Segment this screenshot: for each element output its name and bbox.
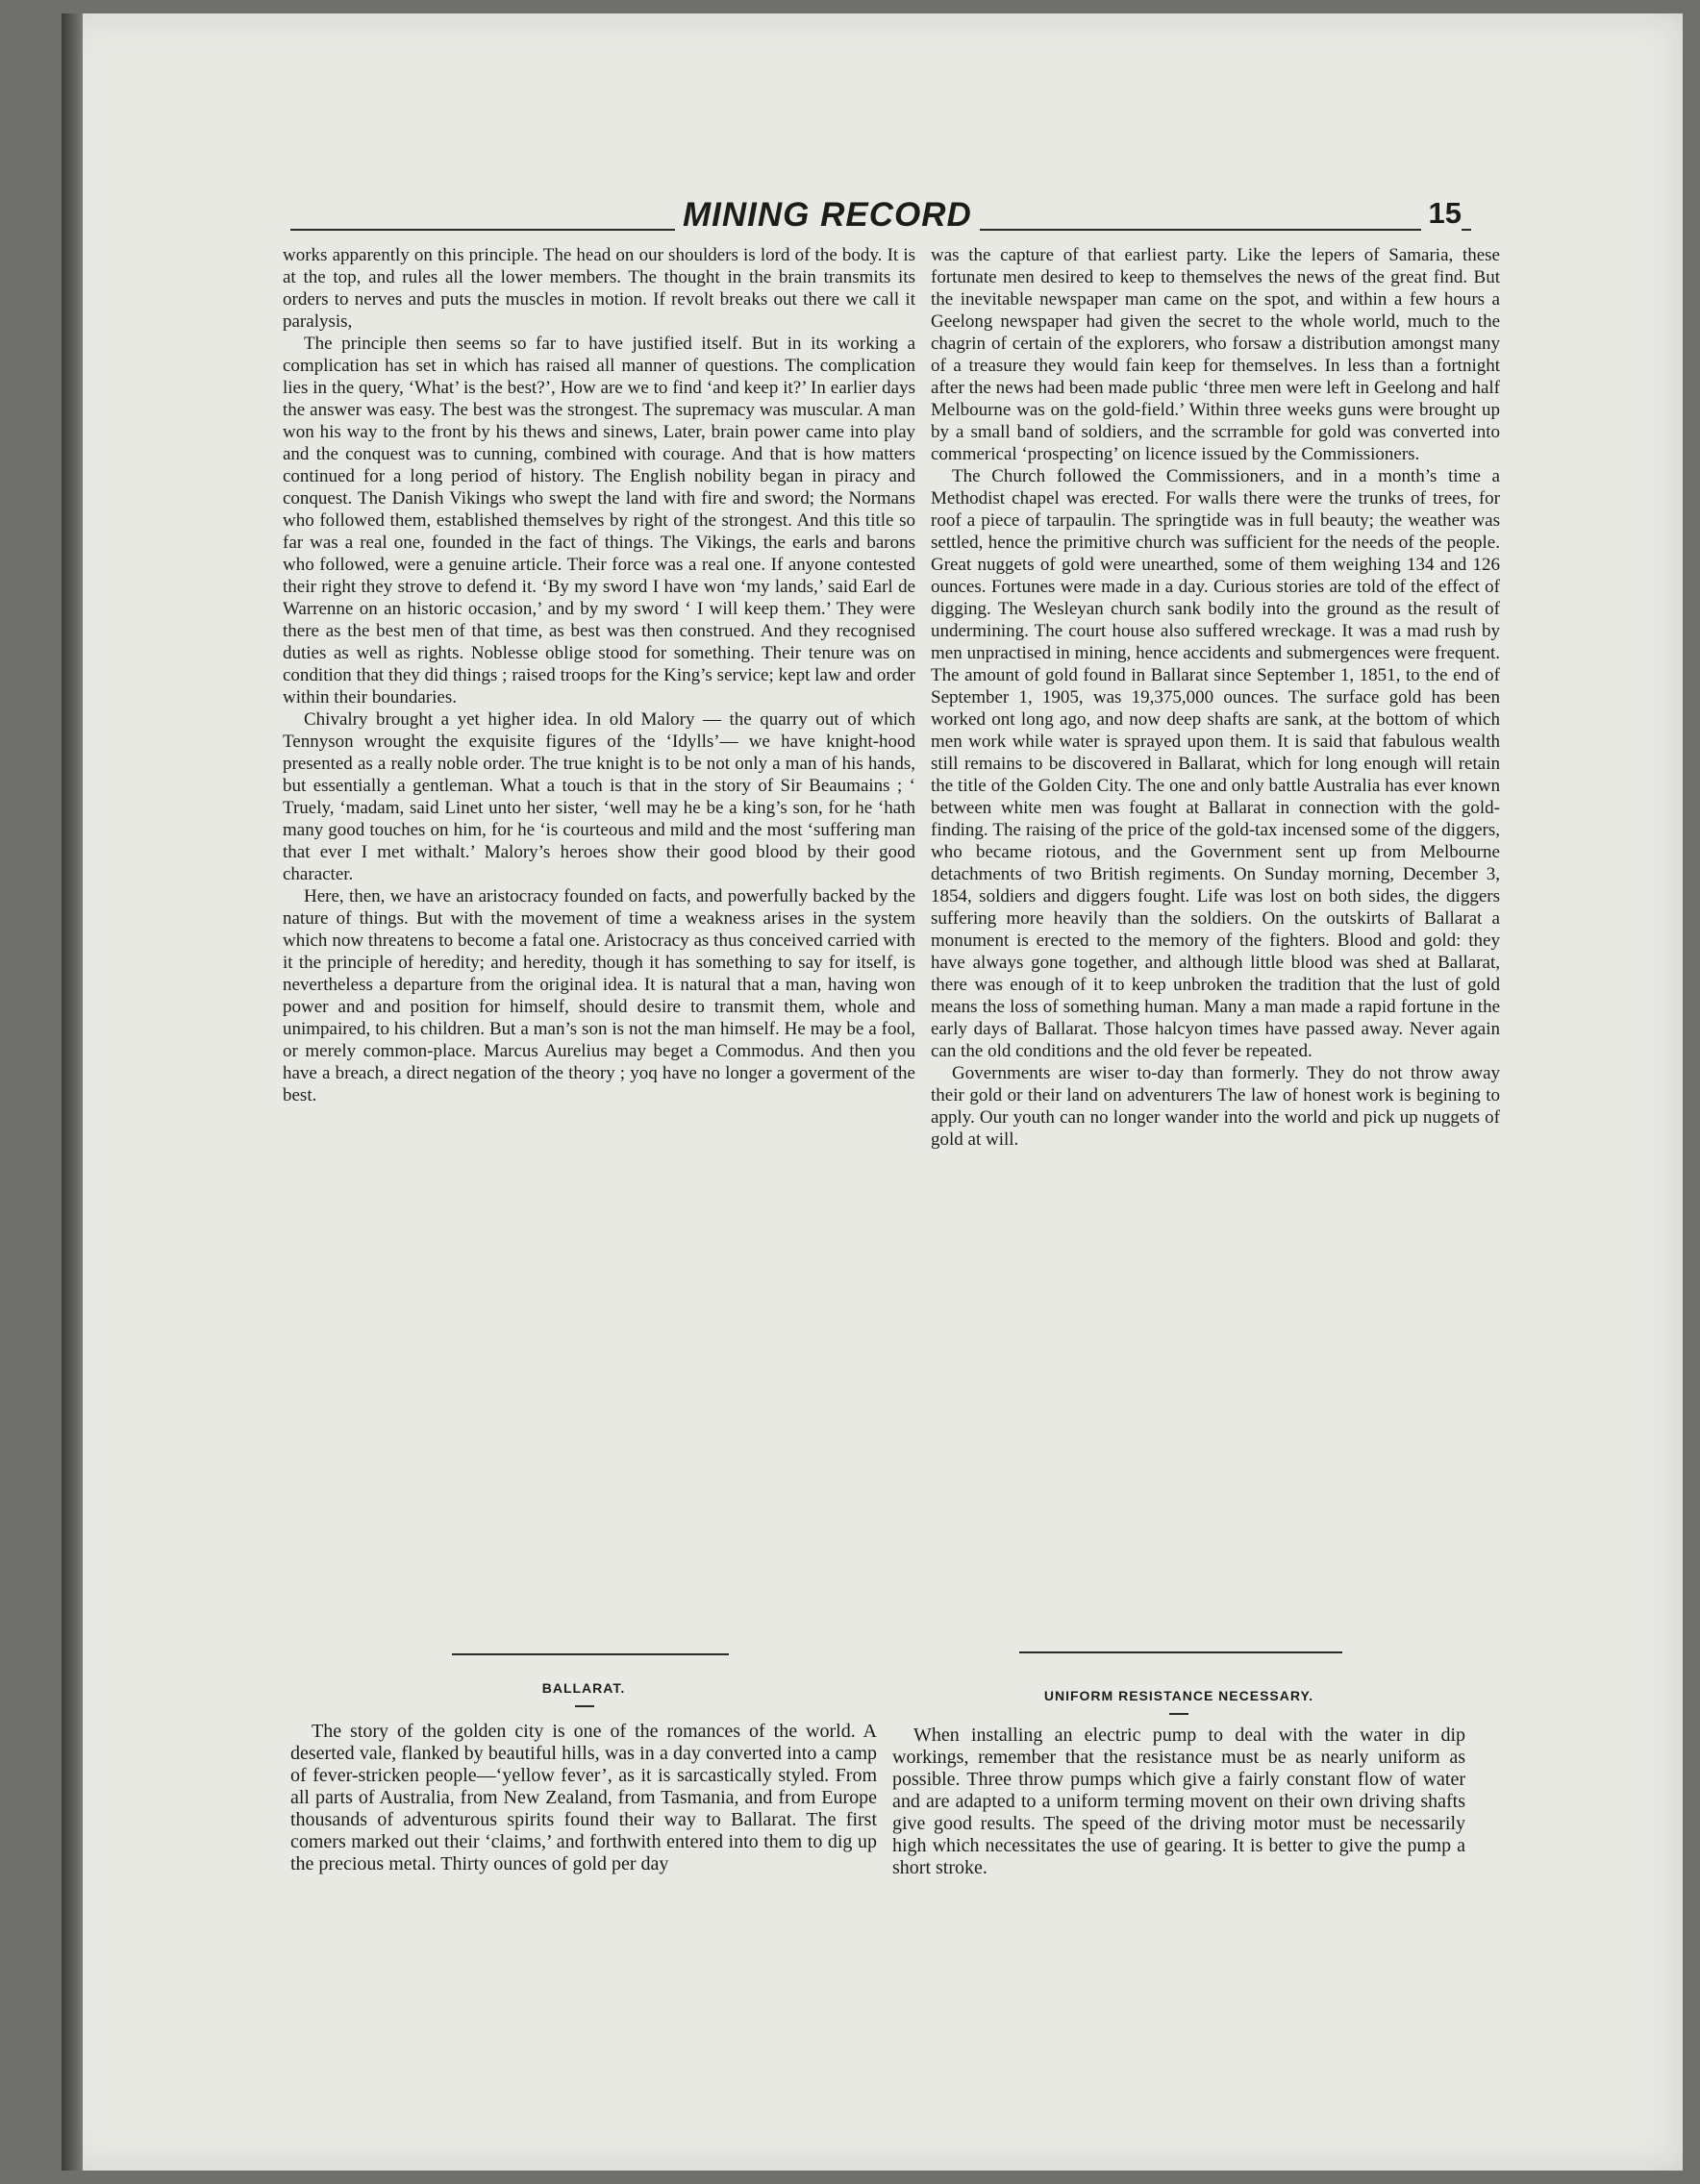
paragraph: works apparently on this principle. The head on our shoulders is lord of the body. It is at the top, and rules all the lower members. The thought in the brain transmits its orders to nerves and puts the muscles in motion. If revolt breaks out there we call it paralysis, (283, 245, 915, 332)
paragraph: Chivalry brought a yet higher idea. In old Malory — the quarry out of which Tennyson wrought the exquisite figures of the ‘Idylls’— we have knight-hood presented as a really noble order. The true knight is to be not only a man of his hands, but essentially a gentleman. What a touch is that in the story of Sir Beaumains ; ‘ Truely, ‘madam, said Linet unto her sister, ‘well may he be a king’s son, for he ‘hath many good touches on him, for he ‘is courteous and mild and the most ‘suffering man that ever I met withalt.’ Malory’s heroes show their good blood by their good character. (283, 709, 915, 884)
paragraph: The Church followed the Commissioners, and in a month’s time a Methodist chapel was erected. For walls there were the trunks of trees, for roof a piece of tarpaulin. The springtide was in full beauty; the weather was settled, hence the primitive church was sufficient for the needs of the people. Great nuggets of gold were unearthed, some of them weighing 134 and 126 ounces. Fortunes were made in a day. Curious stories are told of the effect of digging. The Wesleyan church sank bodily into the ground as the result of undermining. The court house also suffered wreckage. It was a mad rush by men unpractised in mining, hence accidents and submergences were frequent. The amount of gold found in Ballarat since September 1, 1851, to the end of September 1, 1905, was 19,375,000 ounces. The surface gold has been worked ont long ago, and now deep shafts are sank, at the bottom of which men work while water is sprayed upon them. It is said that fabulous wealth still remains to be discovered in Ballarat, which for long enough will retain the title of the Golden City. The one and only battle Australia has ever known between white men was fought at Ballarat in connection with the gold-finding. The raising of the price of the gold-tax incensed some of the diggers, who became riotous, and the Government sent up from Melbourne detachments of two British regiments. On Sunday morning, December 3, 1854, soldiers and diggers fought. Life was lost on both sides, the diggers suffering more heavily than the soldiers. On the outskirts of Ballarat a monument is erected to the memory of the fighters. Blood and gold: they have always gone together, and although little blood was shed at Ballarat, there was enough of it to keep unbroken the tradition that the lust of gold means the loss of something human. Many a man made a rapid fortune in the early days of Ballarat. Those halcyon times have passed away. Never again can the old conditions and the old fever be repeated. (931, 466, 1500, 1061)
paragraph: When installing an electric pump to deal with the water in dip workings, remember that the resistance must be as nearly uniform as possible. Three throw pumps which give a fairly constant flow of water and are adapted to a uniform terming movent on their own driving shafts give good results. The speed of the driving motor must be necessarily high which necessitates the use of gearing. It is better to give the pump a short stroke. (892, 1725, 1465, 1878)
page-header (290, 196, 1471, 238)
paragraph: The story of the golden city is one of the romances of the world. A deserted vale, flanked by beautiful hills, was in a day converted into a camp of fever-stricken people—‘yellow fever’, as it is sarcastically styled. From all parts of Australia, from New Zealand, from Tasmania, and from Europe thousands of adventurous spirits found their way to Ballarat. The first comers marked out their ‘claims,’ and forthwith entered into them to dig up the precious metal. Thirty ounces of gold per day (290, 1721, 877, 1874)
uniform-resistance-article (892, 1725, 1465, 1879)
page-number: 15 (1421, 196, 1462, 231)
paragraph: The principle then seems so far to have justified itself. But in its working a complication has set in which has raised all manner of questions. The complication lies in the query, ‘What’ is the best?’, How are we to find ‘and keep it?’ In earlier days the answer was easy. The best was the strongest. The supremacy was muscular. A man won his way to the front by his thews and sinews, Later, brain power came into play and the conquest was to cunning, combined with courage. And that is how matters continued for a long period of history. The English nobility began in piracy and conquest. The Danish Vikings who swept the land with fire and sword; the Normans who followed them, established themselves by right of the strongest. And this title so far was a real one, founded in the fact of things. The Vikings, the earls and barons who followed, were a genuine article. Their force was a real one. If anyone contested their right they strove to defend it. ‘By my sword I have won ‘my lands,’ said Earl de Warrenne on an historic occasion,’ and by my sword ‘ I will keep them.’ They were there as the best men of that time, as best was then construed. And they recognised duties as well as rights. Noblesse oblige stood for something. Their tenure was on condition that they did things ; raised troops for the King’s service; kept law and order within their boundaries. (283, 334, 915, 707)
heading-rule (575, 1705, 594, 1707)
section-divider-right (1019, 1651, 1342, 1653)
ballarat-heading: BALLARAT. (541, 1680, 626, 1696)
heading-rule (1169, 1713, 1188, 1715)
paragraph: Governments are wiser to-day than formerly. They do not throw away their gold or their land on adventurers The law of honest work is begining to apply. Our youth can no longer wander into the world and pick up nuggets of gold at will. (931, 1063, 1500, 1150)
ballarat-article (290, 1721, 877, 1875)
paragraph: was the capture of that earliest party. Like the lepers of Samaria, these fortunate men desired to keep to themselves the news of the great find. But the inevitable newspaper man came on the spot, and within a few hours a Geelong newspaper had given the secret to the whole world, much to the chagrin of certain of the explorers, who forsaw a distribution amongst many of a treasure they would fain keep for themselves. In less than a fortnight after the news had been made public ‘three men were left in Geelong and half Melbourne was on the gold-field.’ Within three weeks guns were brought up by a small band of soldiers, and the scrramble for gold was converted into commerical ‘prospecting’ on licence issued by the Commissioners. (931, 245, 1500, 464)
publication-title: MINING RECORD (675, 196, 980, 235)
article-column-left (283, 244, 915, 1106)
article-column-right (931, 244, 1500, 1151)
binding-spine (62, 13, 83, 2171)
paragraph: Here, then, we have an aristocracy founded on facts, and powerfully backed by the nature of things. But with the movement of time a weakness arises in the system which now threatens to become a fatal one. Aristocracy as thus conceived carried with it the principle of heredity; and heredity, though it has something to say for itself, is nevertheless a departure from the original idea. It is natural that a man, having won power and and position for himself, should desire to transmit them, whole and unimpaired, to his children. But a man’s son is not the man himself. He may be a fool, or merely common-place. Marcus Aurelius may beget a Commodus. And then you have a breach, a direct negation of the theory ; yoq have no longer a goverment of the best. (283, 886, 915, 1105)
section-divider-left (452, 1653, 729, 1655)
uniform-resistance-heading: UNIFORM RESISTANCE NECESSARY. (1043, 1688, 1314, 1703)
